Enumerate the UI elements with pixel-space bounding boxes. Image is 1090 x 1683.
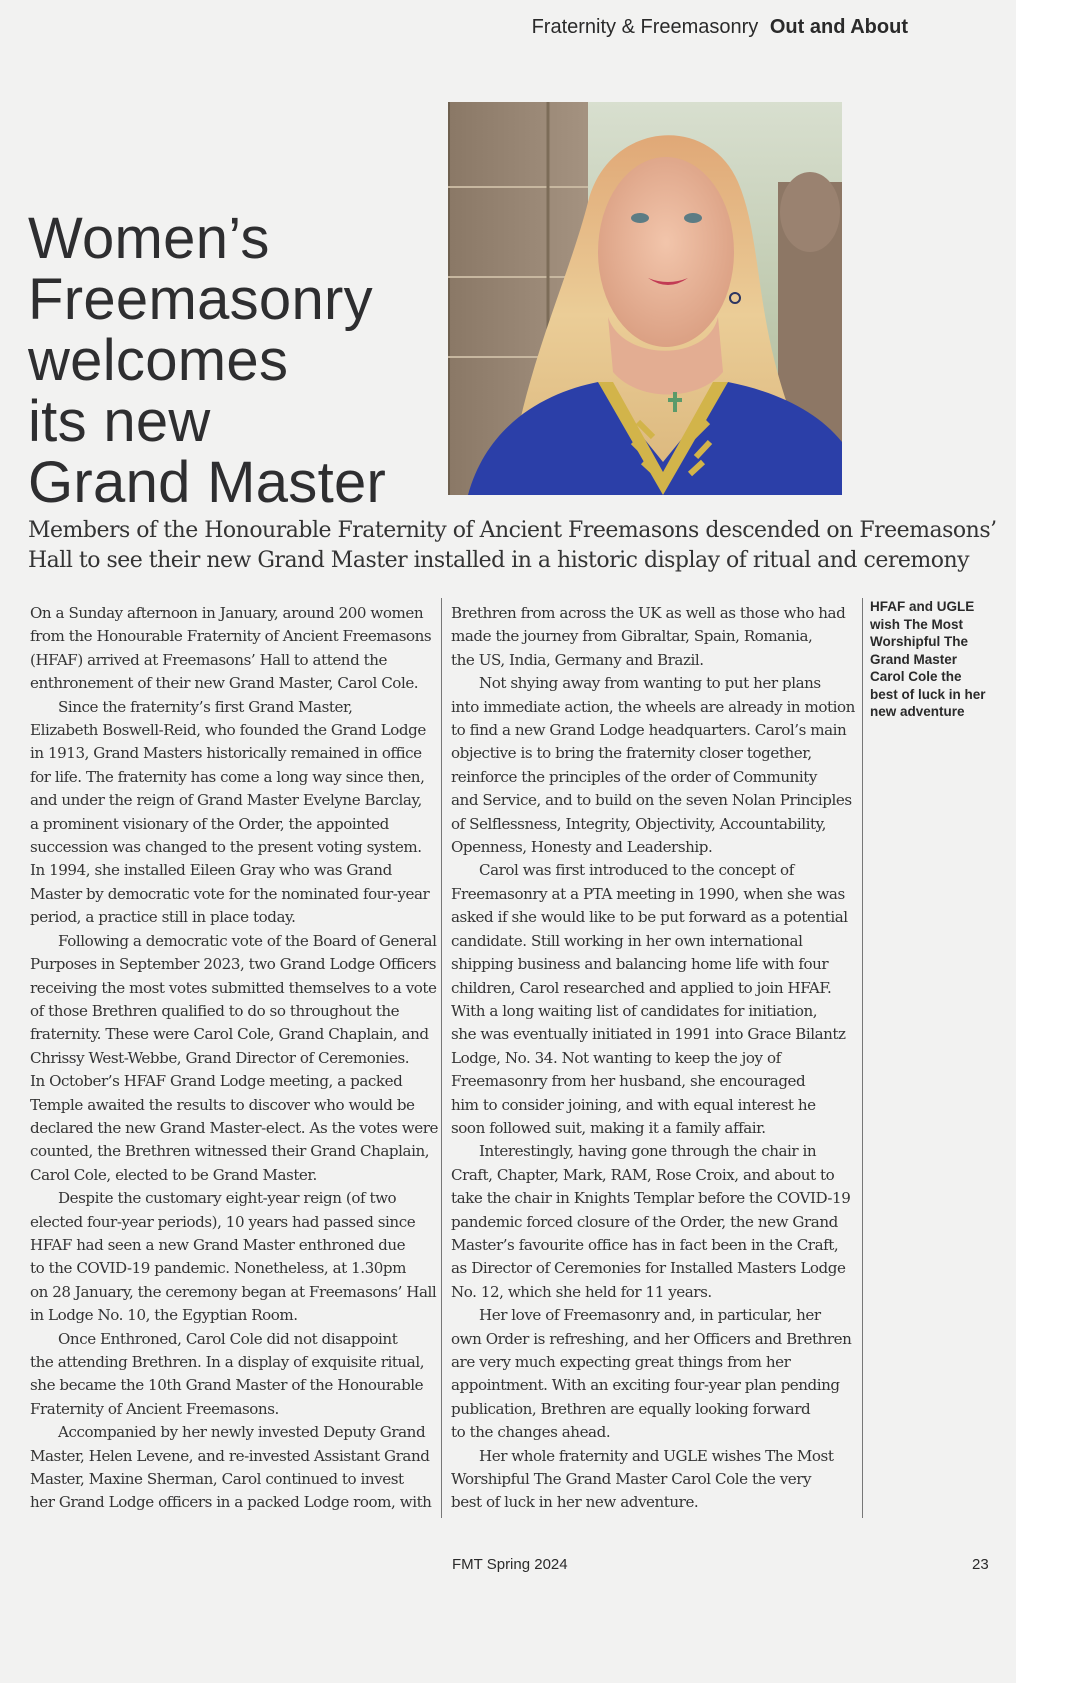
department-label: Out and About	[769, 16, 908, 38]
body-text-line: Master, Maxine Sherman, Carol continued to invest	[30, 1470, 404, 1489]
body-text-line: to the COVID-19 pandemic. Nonetheless, at 1.30pm	[30, 1259, 406, 1278]
body-text-line: (HFAF) arrived at Freemasons’ Hall to attend the	[30, 650, 387, 669]
body-text-line: of those Brethren qualified to do so throughout the	[30, 1001, 400, 1020]
body-text-line: Chrissy West-Webbe, Grand Director of Ceremonies.	[30, 1048, 410, 1067]
body-text-line: Freemasonry at a PTA meeting in 1990, when she was	[451, 884, 845, 903]
headline-line: welcomes	[28, 328, 289, 393]
body-text-line: the US, India, Germany and Brazil.	[451, 650, 704, 669]
page-number: 23	[972, 1556, 989, 1573]
body-text-line: candidate. Still working in her own international	[451, 931, 803, 950]
body-text-line: Not shying away from wanting to put her plans	[479, 674, 821, 693]
body-text-line: Lodge, No. 34. Not wanting to keep the joy of	[451, 1048, 781, 1067]
body-text-line: to find a new Grand Lodge headquarters. Carol’s main	[451, 721, 847, 740]
sidebar-line: HFAF and UGLE	[870, 599, 975, 614]
body-text-line: period, a practice still in place today.	[30, 908, 296, 927]
body-text-line: to the changes ahead.	[451, 1423, 611, 1442]
body-text-line: him to consider joining, and with equal interest he	[451, 1095, 816, 1114]
body-text-line: receiving the most votes submitted themselves to a vote	[30, 978, 437, 997]
body-text-line: own Order is refreshing, and her Officers and Brethren	[451, 1329, 852, 1348]
sidebar-line: Grand Master	[870, 651, 958, 667]
portrait-photo	[448, 102, 842, 495]
body-text-line: are very much expecting great things from her	[451, 1353, 791, 1371]
body-text-line: pandemic forced closure of the Order, the new Grand	[451, 1212, 838, 1231]
body-text-line: the attending Brethren. In a display of exquisite ritual,	[30, 1353, 425, 1371]
body-text-line: best of luck in her new adventure.	[451, 1493, 699, 1512]
body-text-line: Openness, Honesty and Leadership.	[451, 838, 713, 857]
body-text-line: she was eventually initiated in 1991 into Grace Bilantz	[451, 1025, 846, 1044]
body-text-line: soon followed suit, making it a family affair.	[451, 1118, 766, 1137]
column-divider	[862, 598, 863, 1518]
body-text-line: Carol was first introduced to the concept of	[479, 861, 794, 880]
body-text-line: Master by democratic vote for the nominated four-year	[30, 884, 430, 903]
headline-line: Freemasonry	[28, 267, 373, 332]
headline-line: Grand Master	[28, 450, 387, 515]
headline-line: its new	[28, 389, 211, 454]
body-text-line: In October’s HFAF Grand Lodge meeting, a packed	[30, 1072, 403, 1091]
body-text-line: take the chair in Knights Templar before the COVID-19	[451, 1189, 851, 1208]
body-text-line: Since the fraternity’s first Grand Master,	[58, 697, 353, 716]
body-text-line: Temple awaited the results to discover who would be	[30, 1095, 415, 1114]
body-text-line: and Service, and to build on the seven Nolan Principles	[451, 791, 852, 810]
body-text-line: Worshipful The Grand Master Carol Cole the very	[451, 1470, 812, 1489]
headline	[28, 208, 448, 513]
body-text-line: Master, Helen Levene, and re-invested Assistant Grand	[30, 1446, 430, 1465]
sidebar-line: new adventure	[870, 704, 965, 719]
sidebar-line: best of luck in her	[870, 686, 986, 702]
body-text-line: succession was changed to the present voting system.	[30, 838, 422, 857]
body-text-line: Her love of Freemasonry and, in particular, her	[479, 1306, 821, 1325]
body-column-1	[30, 602, 440, 1515]
body-text-line: her Grand Lodge officers in a packed Lodge room, with	[30, 1493, 432, 1512]
body-text-line: she became the 10th Grand Master of the Honourable	[30, 1376, 424, 1395]
body-text-line: declared the new Grand Master-elect. As the votes were	[30, 1118, 438, 1137]
body-text-line: for life. The fraternity has come a long way since then,	[30, 767, 425, 786]
body-text-line: Once Enthroned, Carol Cole did not disappoint	[58, 1329, 398, 1348]
body-text-line: appointment. With an exciting four-year plan pending	[451, 1376, 840, 1395]
sidebar-line: Carol Cole the	[870, 669, 962, 684]
body-text-line: of Selflessness, Integrity, Objectivity, Accountability,	[451, 814, 826, 833]
body-text-line: Accompanied by her newly invested Deputy Grand	[58, 1423, 426, 1442]
standfirst	[28, 516, 1018, 576]
sidebar-line: wish The Most	[870, 616, 964, 632]
publication-folio: FMT Spring 2024	[452, 1556, 568, 1573]
body-text-line: shipping business and balancing home life with four	[451, 955, 829, 974]
body-text-line: objective is to bring the fraternity closer together,	[451, 744, 812, 763]
body-text-line: Interestingly, having gone through the chair in	[479, 1142, 817, 1161]
column-divider	[441, 598, 442, 1518]
body-text-line: fraternity. These were Carol Cole, Grand Chaplain, and	[30, 1025, 429, 1044]
body-text-line: made the journey from Gibraltar, Spain, Romania,	[451, 627, 813, 646]
body-text-line: counted, the Brethren witnessed their Grand Chaplain,	[30, 1142, 430, 1161]
body-text-line: No. 12, which she held for 11 years.	[451, 1282, 712, 1301]
body-text-line: With a long waiting list of candidates for initiation,	[451, 1001, 818, 1020]
body-text-line: in Lodge No. 10, the Egyptian Room.	[30, 1306, 298, 1325]
body-text-line: Despite the customary eight-year reign (of two	[58, 1189, 397, 1208]
page-edge	[1016, 0, 1090, 1683]
body-text-line: Master’s favourite office has in fact been in the Craft,	[451, 1235, 839, 1254]
body-text-line: into immediate action, the wheels are already in motion	[451, 697, 855, 716]
portrait-illustration	[448, 102, 842, 495]
body-text-line: Purposes in September 2023, two Grand Lodge Officers	[30, 955, 437, 974]
standfirst-line: Hall to see their new Grand Master installed in a historic display of ritual and ceremony	[28, 548, 970, 573]
body-text-line: a prominent visionary of the Order, the appointed	[30, 814, 389, 833]
body-text-line: Fraternity of Ancient Freemasons.	[30, 1399, 279, 1418]
sidebar-line: Worshipful The	[870, 634, 968, 649]
face	[598, 157, 734, 347]
body-text-line: on 28 January, the ceremony began at Freemasons’ Hall	[30, 1282, 437, 1301]
body-text-line: HFAF had seen a new Grand Master enthroned due	[30, 1235, 406, 1254]
body-text-line: children, Carol researched and applied to join HFAF.	[451, 978, 832, 997]
body-column-2	[451, 602, 861, 1515]
body-text-line: elected four-year periods), 10 years had passed since	[30, 1212, 416, 1231]
body-text-line: as Director of Ceremonies for Installed Masters Lodge	[451, 1259, 846, 1278]
body-text-line: Freemasonry from her husband, she encouraged	[451, 1072, 806, 1091]
body-text-line: Carol Cole, elected to be Grand Master.	[30, 1165, 317, 1184]
body-text-line: Her whole fraternity and UGLE wishes The Most	[479, 1446, 834, 1465]
body-text-line: asked if she would like to be put forward as a potential	[451, 908, 848, 927]
body-text-line: Craft, Chapter, Mark, RAM, Rose Croix, and about to	[451, 1165, 835, 1184]
body-text-line: reinforce the principles of the order of Community	[451, 767, 817, 786]
pull-quote-sidebar	[870, 598, 1010, 721]
standfirst-line: Members of the Honourable Fraternity of Ancient Freemasons descended on Freemasons’	[28, 518, 997, 543]
body-text-line: On a Sunday afternoon in January, around 200 women	[30, 604, 424, 622]
body-text-line: In 1994, she installed Eileen Gray who was Grand	[30, 861, 392, 880]
section-label: Fraternity & Freemasonry	[531, 16, 759, 38]
body-text-line: from the Honourable Fraternity of Ancient Freemasons	[30, 627, 432, 646]
headline-line: Women’s	[28, 206, 270, 271]
body-text-line: Following a democratic vote of the Board of General	[58, 931, 437, 950]
body-text-line: in 1913, Grand Masters historically remained in office	[30, 744, 422, 763]
body-text-line: enthronement of their new Grand Master, Carol Cole.	[30, 674, 419, 693]
running-head	[532, 16, 908, 39]
body-text-line: Elizabeth Boswell-Reid, who founded the Grand Lodge	[30, 721, 426, 740]
body-text-line: and under the reign of Grand Master Evelyne Barclay,	[30, 791, 422, 810]
body-text-line: Brethren from across the UK as well as those who had	[451, 604, 846, 622]
body-text-line: publication, Brethren are equally looking forward	[451, 1399, 811, 1418]
